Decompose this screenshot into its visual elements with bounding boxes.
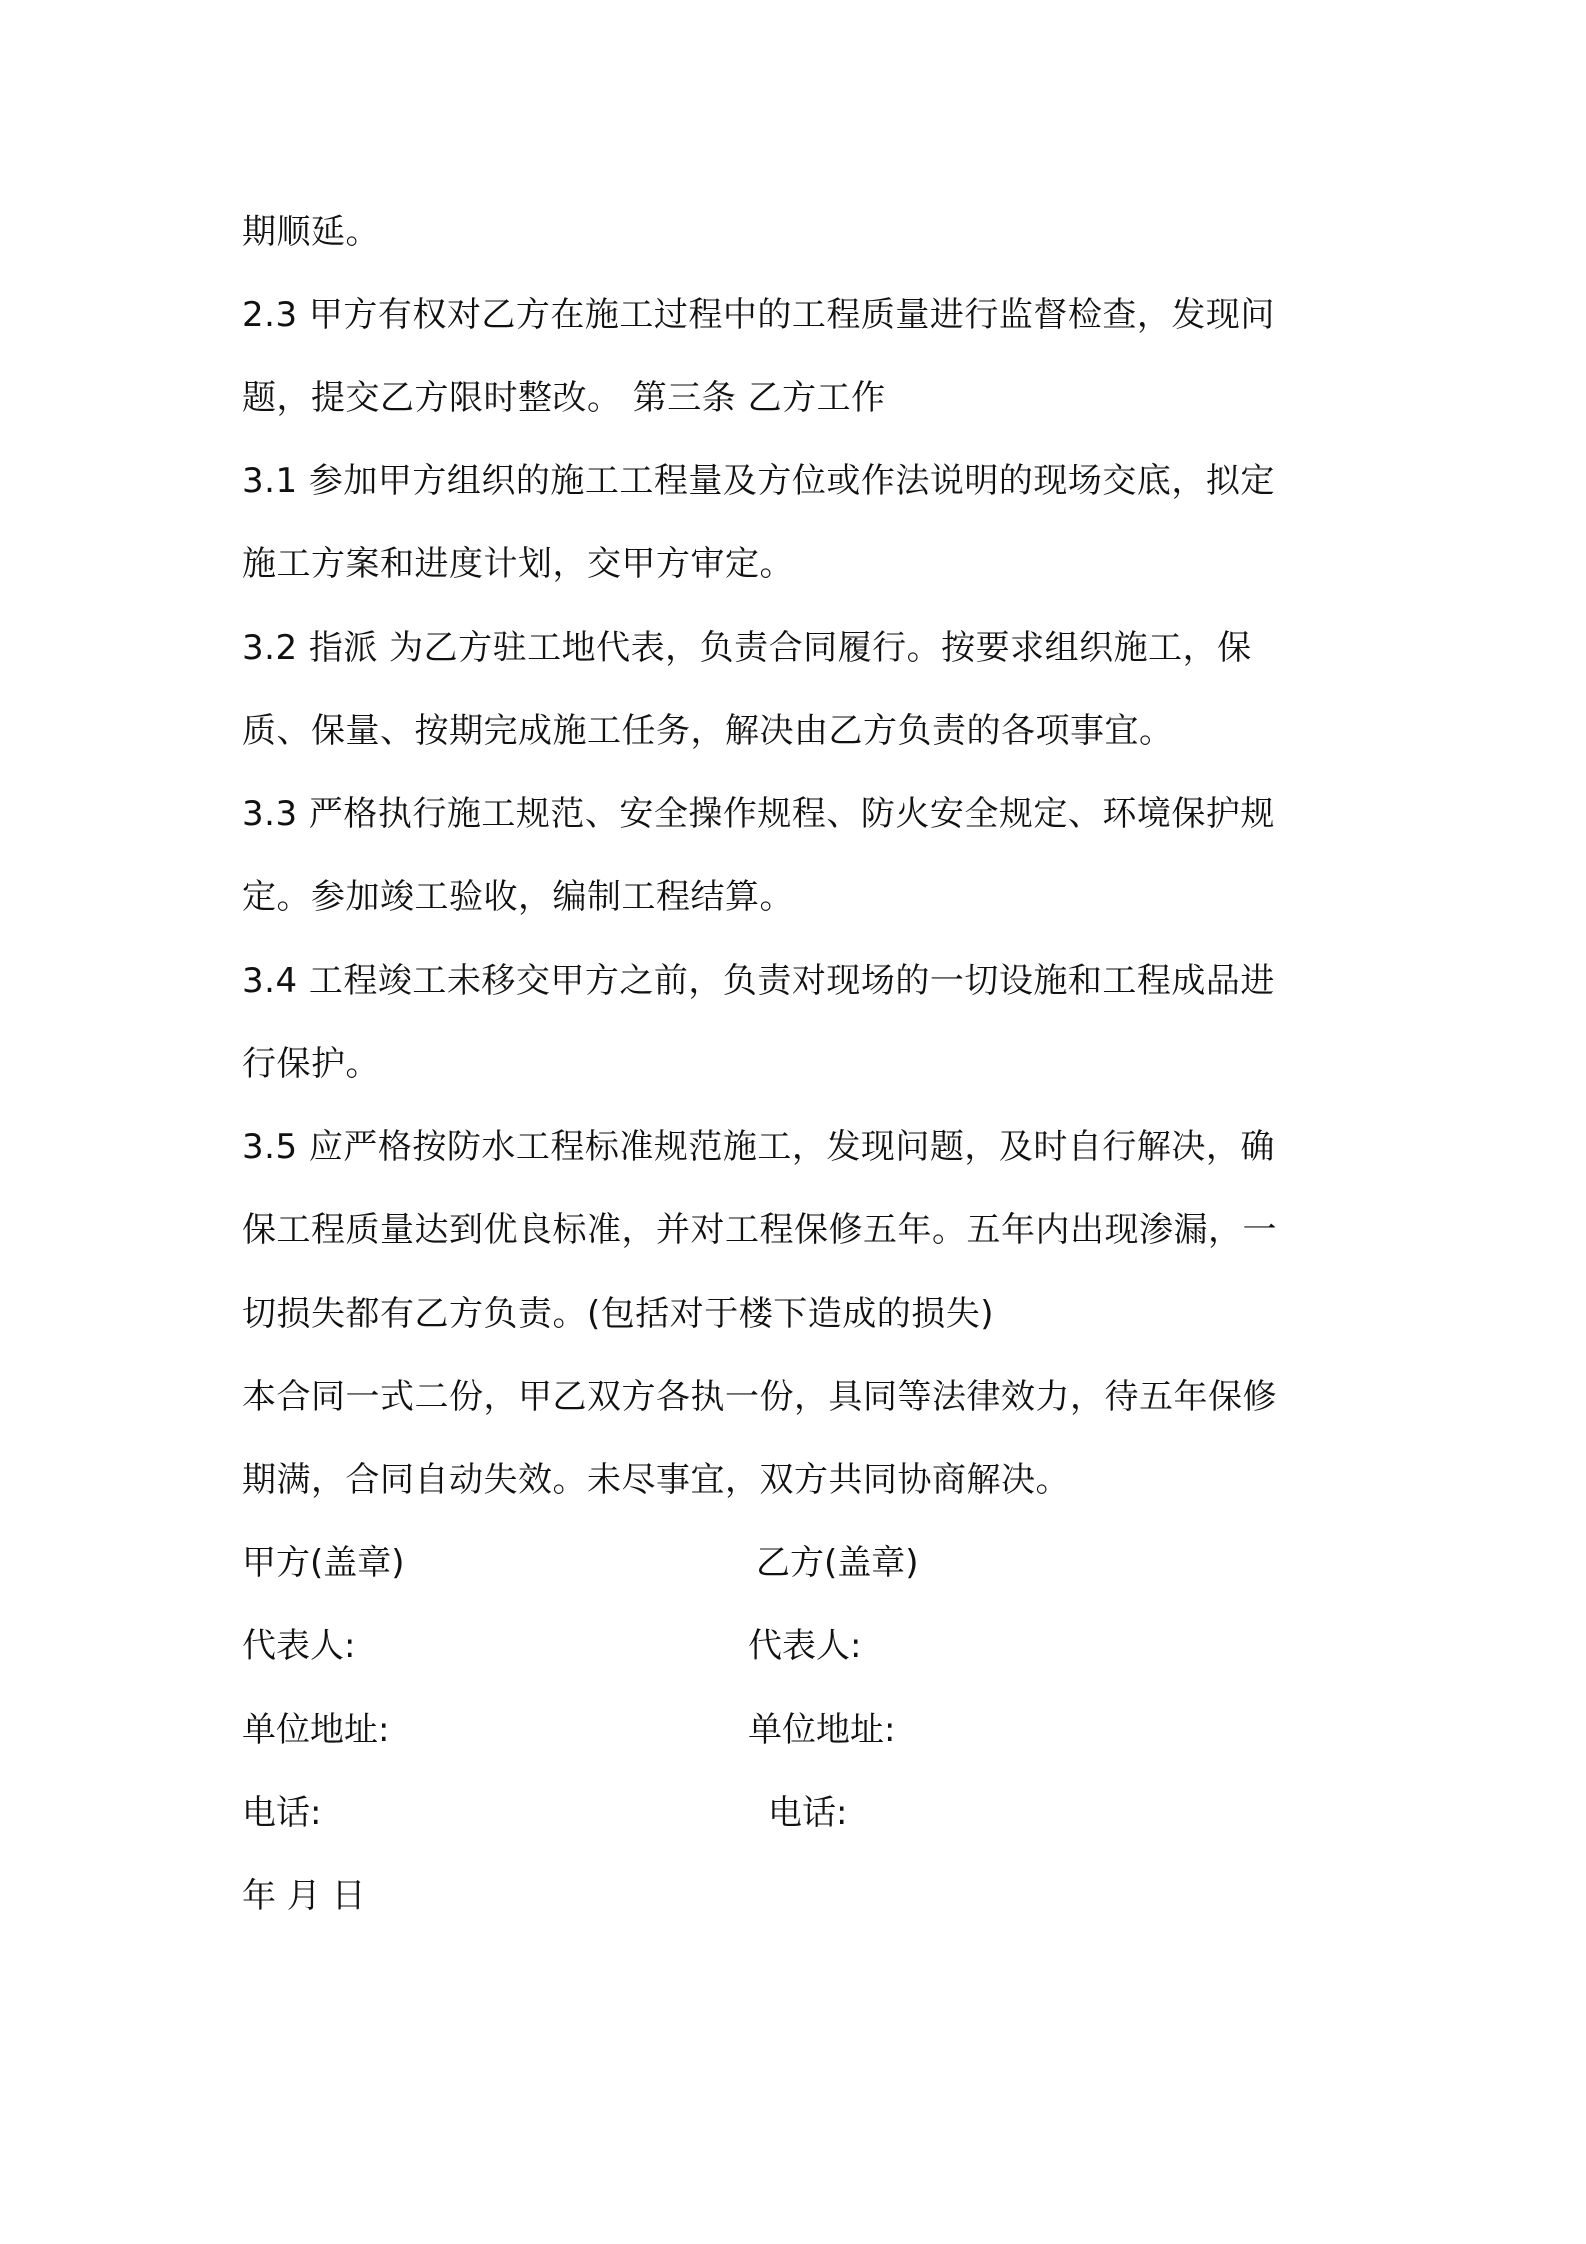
clause-2-3-line-1: 2.3 甲方有权对乙方在施工过程中的工程质量进行监督检查，发现问 [242,295,1275,335]
clause-3-1-line-2: 施工方案和进度计划，交甲方审定。 [242,544,794,584]
party-a-representative-label: 代表人: [242,1626,356,1666]
party-b-seal-label: 乙方(盖章) [756,1543,919,1583]
clause-3-5-line-2: 保工程质量达到优良标准，并对工程保修五年。五年内出现渗漏，一 [242,1210,1277,1250]
clause-3-2-line-1: 3.2 指派 为乙方驻工地代表，负责合同履行。按要求组织施工，保 [242,628,1252,668]
party-b-representative-label: 代表人: [748,1626,862,1666]
clause-3-4-line-1: 3.4 工程竣工未移交甲方之前，负责对现场的一切设施和工程成品进 [242,961,1275,1001]
clause-3-2-line-2: 质、保量、按期完成施工任务，解决由乙方负责的各项事宜。 [242,711,1174,751]
clause-3-3-line-1: 3.3 严格执行施工规范、安全操作规程、防火安全规定、环境保护规 [242,794,1275,834]
clause-3-1-line-1: 3.1 参加甲方组织的施工工程量及方位或作法说明的现场交底，拟定 [242,461,1275,501]
party-a-phone-label: 电话: [242,1793,322,1833]
clause-2-3-line-2: 题，提交乙方限时整改。 第三条 乙方工作 [242,378,886,418]
party-b-phone-label: 电话: [768,1793,848,1833]
party-a-address-label: 单位地址: [242,1710,390,1750]
party-a-seal-label: 甲方(盖章) [242,1543,405,1583]
closing-line-1: 本合同一式二份，甲乙双方各执一份，具同等法律效力，待五年保修 [242,1377,1277,1417]
party-b-address-label: 单位地址: [748,1710,896,1750]
clause-3-3-line-2: 定。参加竣工验收，编制工程结算。 [242,877,794,917]
text-line: 期顺延。 [242,212,380,252]
clause-3-5-line-1: 3.5 应严格按防水工程标准规范施工，发现问题，及时自行解决，确 [242,1127,1275,1167]
closing-line-2: 期满，合同自动失效。未尽事宜，双方共同协商解决。 [242,1460,1070,1500]
date-line: 年 月 日 [242,1876,366,1916]
clause-3-4-line-2: 行保护。 [242,1044,380,1084]
clause-3-5-line-3: 切损失都有乙方负责。(包括对于楼下造成的损失) [242,1294,995,1334]
